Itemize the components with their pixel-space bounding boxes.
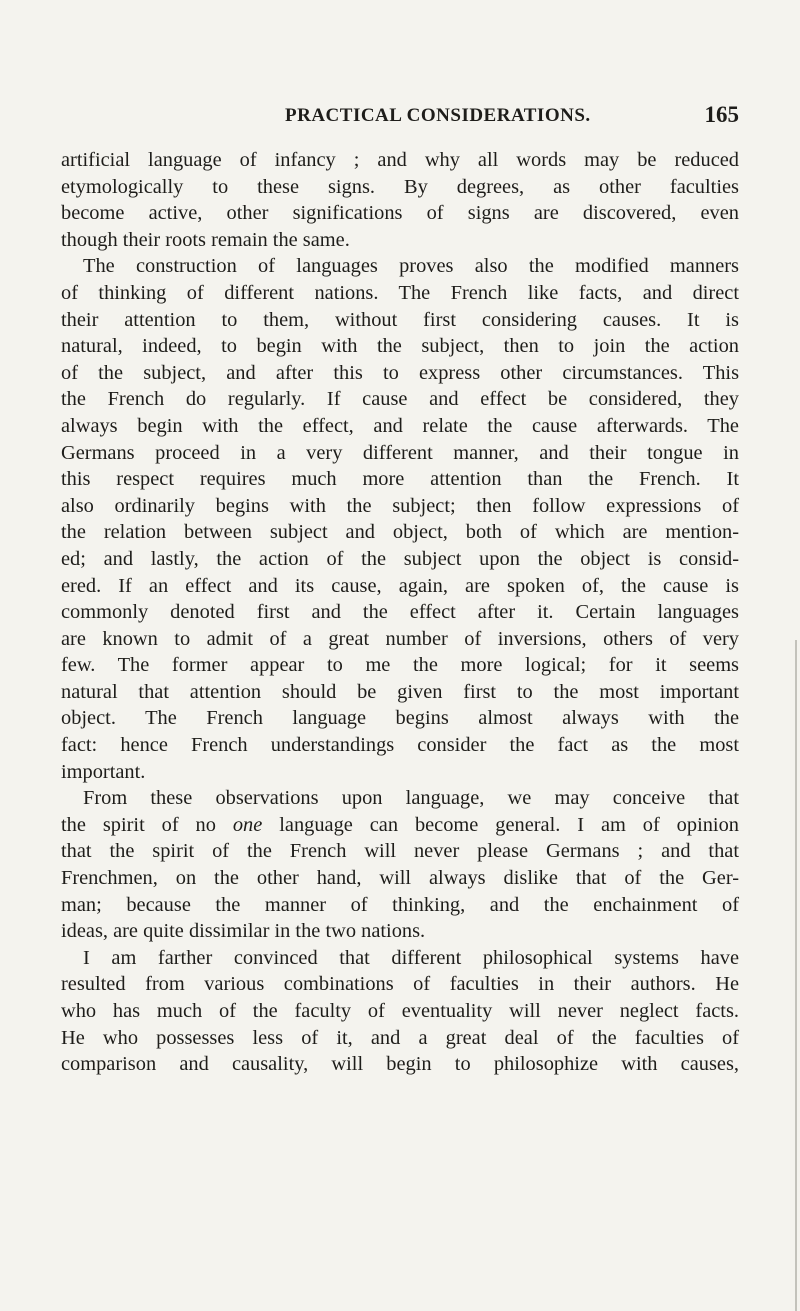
text-line: object. The French language begins almost always with the [61, 707, 739, 730]
paragraph-start-line: The construction of languages proves also the modified manners [83, 255, 739, 278]
text-line: who has much of the faculty of eventuality will never neglect facts. [61, 1000, 739, 1022]
text-line: though their roots remain the same. [61, 228, 350, 251]
paragraph-start-line: From these observations upon language, we may conceive that [83, 787, 739, 810]
text-fragment: the spirit of no [61, 813, 233, 836]
running-head [249, 101, 739, 133]
text-line: ered. If an effect and its cause, again, are spoken of, the cause is [61, 574, 739, 597]
text-line: comparison and causality, will begin to philosophize with causes, [61, 1053, 739, 1076]
text-line [61, 812, 739, 839]
text-line: important. [61, 760, 146, 783]
text-line: commonly denoted first and the effect after it. Certain languages [61, 601, 739, 624]
text-line: natural, indeed, to begin with the subject, then to join the action [61, 335, 739, 358]
text-line: few. The former appear to me the more logical; for it seems [61, 654, 739, 677]
text-line: are known to admit of a great number of inversions, others of very [61, 627, 739, 650]
text-line: natural that attention should be given first to the most important [61, 680, 739, 703]
text-line: that the spirit of the French will never please Germans ; and that [61, 840, 739, 863]
text-line: man; because the manner of thinking, and the enchainment of [61, 893, 739, 916]
running-title: PRACTICAL CONSIDERATIONS. [285, 105, 591, 126]
text-line: the relation between subject and object, both of which are mention- [61, 521, 739, 544]
text-line: resulted from various combinations of faculties in their authors. He [61, 973, 739, 996]
text-line: become active, other significations of signs are discovered, even [61, 202, 739, 225]
text-line: He who possesses less of it, and a great deal of the faculties of [61, 1026, 739, 1049]
text-line: Germans proceed in a very different manner, and their tongue in [61, 441, 739, 464]
text-line: also ordinarily begins with the subject; then follow expressions of [61, 494, 739, 517]
text-line: ideas, are quite dissimilar in the two nations. [61, 920, 426, 943]
text-line: their attention to them, without first considering causes. It is [61, 308, 739, 331]
text-line: of thinking of different nations. The French like facts, and direct [61, 281, 739, 304]
body-text [61, 147, 739, 1078]
page-number: 165 [704, 102, 739, 127]
text-fragment: language can become general. I am of opinion [262, 813, 739, 836]
text-line: ed; and lastly, the action of the subject upon the object is consid- [61, 547, 739, 570]
text-line: fact: hence French understandings consider the fact as the most [61, 734, 739, 757]
page-edge-shadow [795, 640, 797, 1311]
text-line: Frenchmen, on the other hand, will always dislike that of the Ger- [61, 867, 739, 890]
text-line: etymologically to these signs. By degrees, as other faculties [61, 175, 739, 198]
text-line: the French do regularly. If cause and effect be considered, they [61, 388, 739, 411]
text-line: of the subject, and after this to express other circumstances. This [61, 361, 739, 384]
text-line: artificial language of infancy ; and why all words may be reduced [61, 149, 739, 171]
paragraph-start-line: I am farther convinced that different philosophical systems have [83, 946, 739, 969]
text-line: always begin with the effect, and relate the cause afterwards. The [61, 414, 739, 437]
italic-emphasis: one [232, 813, 263, 836]
text-line: this respect requires much more attention than the French. It [61, 468, 739, 491]
